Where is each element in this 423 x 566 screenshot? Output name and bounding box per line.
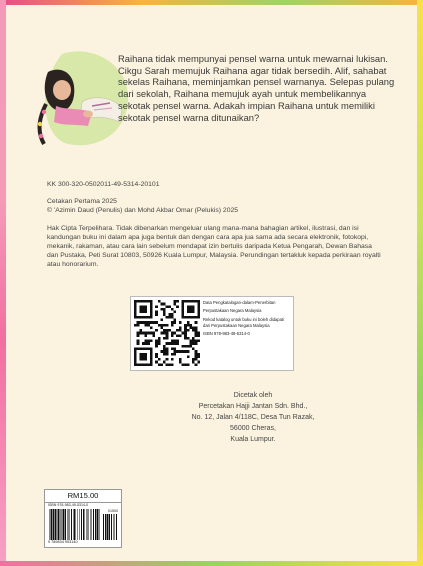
price-label: RM15.00 (45, 490, 121, 503)
printer-info (178, 390, 328, 445)
cip-title: Data Pengkatalogan-dalam-Penerbitan (203, 300, 276, 305)
kk-number: KK 300-320-0502011-49-5314-20101 (47, 181, 160, 188)
synopsis-text: Raihana tidak mempunyai pensel warna untuk mewarnai lukisan. Cikgu Sarah memujuk Raihana agar tidak bersedih. Alif, sahabat sekelas Raihana, meminjamkan pensel warnanya. Selepas pulang dari sekolah, Raihana memujuk ayah untuk membelikannya sekotak pensel warna. Adakah impian Raihana untuk memiliki sekotak pensel warna ditunaikan? (118, 53, 395, 123)
printer-line: 56000 Cheras, (230, 425, 276, 432)
barcode-label (44, 489, 122, 548)
qr-code (134, 300, 200, 366)
cataloguing-text (203, 300, 291, 340)
cip-library: Perpustakaan Negara Malaysia (203, 308, 262, 314)
top-border (0, 0, 423, 5)
printer-line: Percetakan Hajji Jantan Sdn. Bhd., (198, 403, 308, 410)
right-border (417, 0, 423, 566)
barcode-addon: 01500 (108, 509, 118, 513)
synopsis (118, 53, 400, 123)
printer-line: No. 12, Jalan 4/118C, Desa Tun Razak, (191, 414, 315, 421)
edition-info (47, 197, 238, 215)
printer-line: Dicetak oleh (233, 392, 273, 399)
edition-line: Cetakan Pertama 2025 (47, 198, 117, 205)
copyright-line: © 'Azimin Daud (Penulis) dan Mohd Akbar Omar (Pelukis) 2025 (47, 207, 239, 214)
barcode-isbn: ISBN 978-983-49-5314-0 (48, 503, 89, 507)
bottom-border (0, 561, 423, 566)
printer-line: Kuala Lumpur. (230, 436, 276, 443)
barcode (49, 509, 117, 540)
cip-isbn: ISBN 978-983-49-5314-0 (203, 331, 250, 337)
left-border (0, 0, 6, 566)
rights-notice: Hak Cipta Terpelihara. Tidak dibenarkan mengeluar ulang mana-mana bahagian artikel, ilustrasi, dan isi kandungan buku ini dalam apa juga bentuk dan dengan cara apa jua sama ada secara elektronik, fotokopi, mekanik, rakaman, atau cara lain sebelum mendapat izin bertulis daripada Ketua Pengarah, Dewan Bahasa dan Pustaka, Peti Surat 10803, 50926 Kuala Lumpur, Malaysia. Perundingan tertakluk kepada perkiraan royalti atau honorarium. (47, 225, 381, 268)
barcode-digits: 9 789834 953140 (48, 540, 78, 544)
cataloguing-box (130, 296, 294, 371)
cip-note: Rekod katalog untuk buku ini boleh didapati dari Perpustakaan Negara Malaysia (203, 316, 285, 328)
